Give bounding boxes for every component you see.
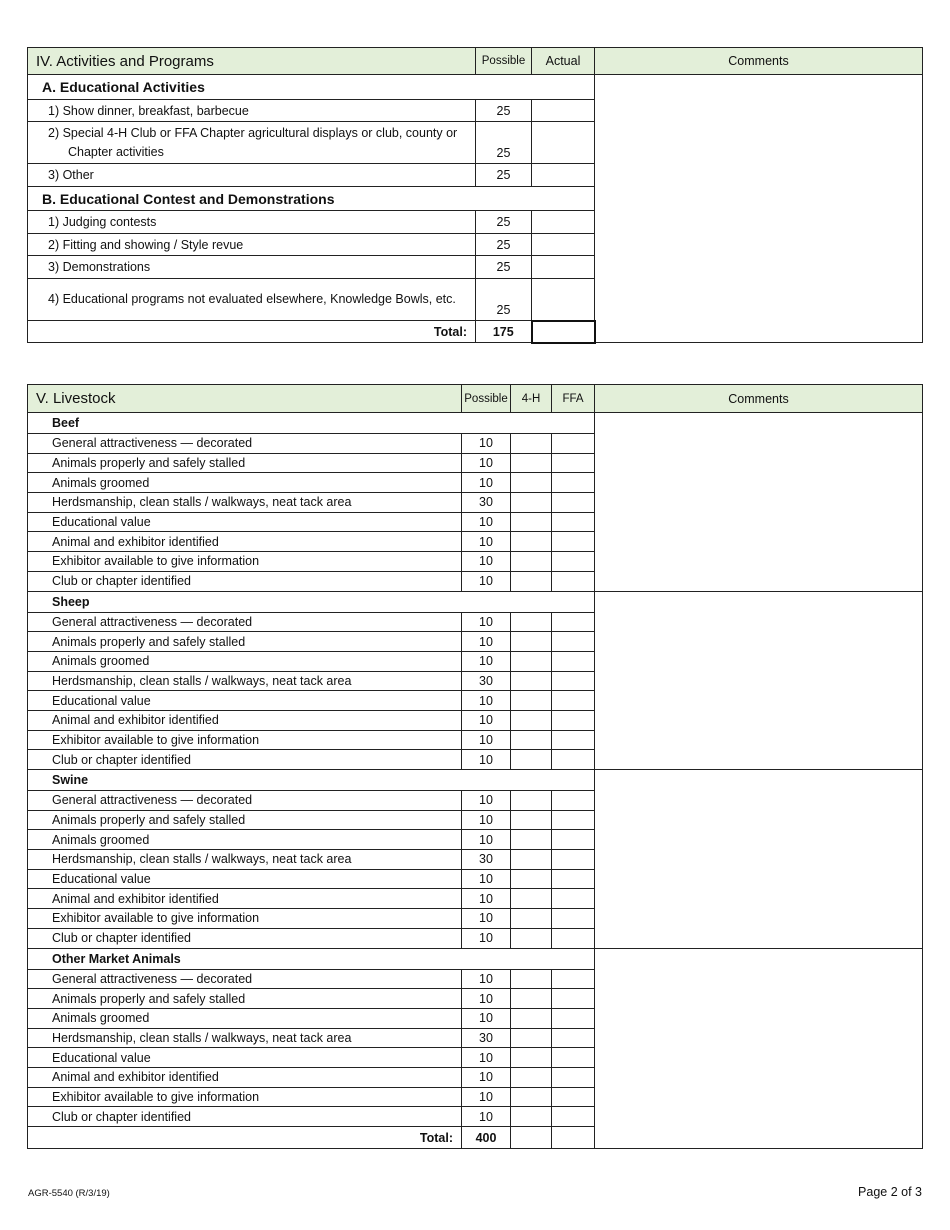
item-possible: 10 (462, 532, 511, 552)
comments-field[interactable] (595, 591, 923, 770)
item-possible: 10 (462, 691, 511, 711)
item-label: Herdsmanship, clean stalls / walkways, neat tack area (28, 850, 462, 870)
item-label: Herdsmanship, clean stalls / walkways, neat tack area (28, 671, 462, 691)
score-ffa-field[interactable] (552, 1008, 595, 1028)
item-label: Animal and exhibitor identified (28, 710, 462, 730)
score-ffa-field[interactable] (552, 810, 595, 830)
item-possible: 10 (462, 473, 511, 493)
score-ffa-field[interactable] (552, 710, 595, 730)
item-label: Club or chapter identified (28, 928, 462, 948)
score-ffa-field[interactable] (552, 969, 595, 989)
score-ffa-field[interactable] (552, 928, 595, 948)
item-label: 2) Special 4-H Club or FFA Chapter agricultural displays or club, county or Chapter activities (28, 122, 476, 164)
item-label: 1) Show dinner, breakfast, barbecue (28, 100, 476, 122)
score-4h-field[interactable] (511, 969, 552, 989)
item-possible: 10 (462, 453, 511, 473)
score-4h-field[interactable] (511, 512, 552, 532)
item-label: Club or chapter identified (28, 571, 462, 591)
score-ffa-field[interactable] (552, 512, 595, 532)
total-label: Total: (28, 321, 476, 343)
group-heading: Beef (28, 413, 595, 434)
score-4h-field[interactable] (511, 810, 552, 830)
item-possible: 25 (476, 279, 532, 321)
item-label: Educational value (28, 512, 462, 532)
item-possible: 10 (462, 1087, 511, 1107)
item-possible: 10 (462, 1067, 511, 1087)
item-label: General attractiveness — decorated (28, 791, 462, 811)
score-ffa-field[interactable] (552, 830, 595, 850)
score-ffa-field[interactable] (552, 989, 595, 1009)
item-possible: 25 (476, 122, 532, 164)
score-4h-field[interactable] (511, 1087, 552, 1107)
item-label: Animals properly and safely stalled (28, 989, 462, 1009)
actual-field[interactable] (532, 211, 595, 234)
score-4h-field[interactable] (511, 493, 552, 513)
item-possible: 10 (462, 1048, 511, 1068)
score-ffa-field[interactable] (552, 671, 595, 691)
actual-field[interactable] (532, 164, 595, 187)
item-possible: 30 (462, 850, 511, 870)
score-ffa-field[interactable] (552, 869, 595, 889)
score-4h-field[interactable] (511, 571, 552, 591)
subsection-heading: B. Educational Contest and Demonstrations (28, 187, 595, 211)
item-possible: 10 (462, 989, 511, 1009)
item-possible: 10 (462, 612, 511, 632)
item-label: Animals properly and safely stalled (28, 632, 462, 652)
item-possible: 10 (462, 810, 511, 830)
item-possible: 25 (476, 256, 532, 279)
score-ffa-field[interactable] (552, 791, 595, 811)
score-4h-field[interactable] (511, 710, 552, 730)
col-header-4h: 4-H (511, 385, 552, 413)
score-4h-field[interactable] (511, 532, 552, 552)
score-4h-field[interactable] (511, 791, 552, 811)
comments-field[interactable] (595, 75, 923, 343)
score-ffa-field[interactable] (552, 493, 595, 513)
actual-field[interactable] (532, 122, 595, 164)
item-possible: 10 (462, 1107, 511, 1127)
item-label: Animals groomed (28, 830, 462, 850)
item-possible: 10 (462, 571, 511, 591)
item-possible: 10 (462, 909, 511, 929)
comments-field[interactable] (595, 413, 923, 592)
item-possible: 10 (462, 750, 511, 770)
score-ffa-field[interactable] (552, 1087, 595, 1107)
score-4h-field[interactable] (511, 869, 552, 889)
item-possible: 10 (462, 434, 511, 454)
col-header-comments: Comments (595, 48, 923, 75)
section-title: IV. Activities and Programs (28, 48, 476, 75)
item-label: Exhibitor available to give information (28, 909, 462, 929)
item-label: 1) Judging contests (28, 211, 476, 234)
item-label: 2) Fitting and showing / Style revue (28, 234, 476, 256)
score-4h-field[interactable] (511, 889, 552, 909)
total-possible: 400 (462, 1127, 511, 1149)
item-label: Educational value (28, 1048, 462, 1068)
col-header-possible: Possible (476, 48, 532, 75)
score-4h-field[interactable] (511, 612, 552, 632)
section-title: V. Livestock (28, 385, 462, 413)
item-possible: 10 (462, 552, 511, 572)
score-4h-field[interactable] (511, 730, 552, 750)
item-possible: 25 (476, 164, 532, 187)
item-label: Exhibitor available to give information (28, 730, 462, 750)
comments-field[interactable] (595, 948, 923, 1149)
total-actual-field[interactable] (532, 321, 595, 343)
total-label: Total: (28, 1127, 462, 1149)
score-4h-field[interactable] (511, 671, 552, 691)
score-4h-field[interactable] (511, 1067, 552, 1087)
item-label: General attractiveness — decorated (28, 434, 462, 454)
item-label: Animals groomed (28, 651, 462, 671)
item-possible: 10 (462, 710, 511, 730)
item-possible: 10 (462, 632, 511, 652)
page-number: Page 2 of 3 (858, 1185, 922, 1199)
score-4h-field[interactable] (511, 632, 552, 652)
item-label: 4) Educational programs not evaluated elsewhere, Knowledge Bowls, etc. (28, 279, 476, 321)
item-label: Animal and exhibitor identified (28, 889, 462, 909)
total-4h-field[interactable] (511, 1127, 552, 1149)
actual-field[interactable] (532, 234, 595, 256)
score-ffa-field[interactable] (552, 730, 595, 750)
item-label: Educational value (28, 869, 462, 889)
score-4h-field[interactable] (511, 552, 552, 572)
item-label: Animals groomed (28, 1008, 462, 1028)
score-4h-field[interactable] (511, 691, 552, 711)
group-heading: Swine (28, 770, 595, 791)
item-possible: 30 (462, 1028, 511, 1048)
item-possible: 30 (462, 493, 511, 513)
score-ffa-field[interactable] (552, 453, 595, 473)
score-ffa-field[interactable] (552, 1107, 595, 1127)
actual-field[interactable] (532, 100, 595, 122)
item-possible: 10 (462, 791, 511, 811)
item-possible: 30 (462, 671, 511, 691)
score-ffa-field[interactable] (552, 889, 595, 909)
score-ffa-field[interactable] (552, 1028, 595, 1048)
item-possible: 10 (462, 1008, 511, 1028)
score-4h-field[interactable] (511, 928, 552, 948)
score-ffa-field[interactable] (552, 651, 595, 671)
total-ffa-field[interactable] (552, 1127, 595, 1149)
item-possible: 10 (462, 889, 511, 909)
form-id: AGR-5540 (R/3/19) (28, 1188, 110, 1199)
item-label: 3) Demonstrations (28, 256, 476, 279)
livestock-table (27, 384, 923, 1149)
item-possible: 10 (462, 969, 511, 989)
score-4h-field[interactable] (511, 473, 552, 493)
score-ffa-field[interactable] (552, 632, 595, 652)
score-4h-field[interactable] (511, 989, 552, 1009)
group-heading: Sheep (28, 591, 595, 612)
item-label: Exhibitor available to give information (28, 552, 462, 572)
item-label: General attractiveness — decorated (28, 612, 462, 632)
score-4h-field[interactable] (511, 909, 552, 929)
col-header-ffa: FFA (552, 385, 595, 413)
item-label: Exhibitor available to give information (28, 1087, 462, 1107)
score-4h-field[interactable] (511, 830, 552, 850)
item-possible: 10 (462, 651, 511, 671)
item-label: Animal and exhibitor identified (28, 532, 462, 552)
subsection-heading: A. Educational Activities (28, 75, 595, 100)
item-label: Educational value (28, 691, 462, 711)
actual-field[interactable] (532, 279, 595, 321)
item-possible: 25 (476, 234, 532, 256)
score-ffa-field[interactable] (552, 909, 595, 929)
item-label: General attractiveness — decorated (28, 969, 462, 989)
item-label: 3) Other (28, 164, 476, 187)
score-ffa-field[interactable] (552, 473, 595, 493)
item-possible: 10 (462, 512, 511, 532)
item-label: Club or chapter identified (28, 1107, 462, 1127)
item-label: Club or chapter identified (28, 750, 462, 770)
score-ffa-field[interactable] (552, 434, 595, 454)
score-4h-field[interactable] (511, 850, 552, 870)
col-header-comments: Comments (595, 385, 923, 413)
score-4h-field[interactable] (511, 1008, 552, 1028)
score-ffa-field[interactable] (552, 850, 595, 870)
item-label: Herdsmanship, clean stalls / walkways, neat tack area (28, 1028, 462, 1048)
item-label: Animal and exhibitor identified (28, 1067, 462, 1087)
score-ffa-field[interactable] (552, 532, 595, 552)
comments-field[interactable] (595, 770, 923, 949)
total-possible: 175 (476, 321, 532, 343)
item-label: Herdsmanship, clean stalls / walkways, neat tack area (28, 493, 462, 513)
col-header-actual: Actual (532, 48, 595, 75)
item-label: Animals properly and safely stalled (28, 453, 462, 473)
score-ffa-field[interactable] (552, 691, 595, 711)
item-possible: 25 (476, 100, 532, 122)
item-label: Animals properly and safely stalled (28, 810, 462, 830)
item-possible: 10 (462, 830, 511, 850)
score-4h-field[interactable] (511, 453, 552, 473)
score-ffa-field[interactable] (552, 612, 595, 632)
item-label: Animals groomed (28, 473, 462, 493)
score-ffa-field[interactable] (552, 1067, 595, 1087)
actual-field[interactable] (532, 256, 595, 279)
item-possible: 10 (462, 928, 511, 948)
score-4h-field[interactable] (511, 651, 552, 671)
item-possible: 10 (462, 730, 511, 750)
score-4h-field[interactable] (511, 1107, 552, 1127)
score-ffa-field[interactable] (552, 571, 595, 591)
score-4h-field[interactable] (511, 1028, 552, 1048)
item-possible: 10 (462, 869, 511, 889)
item-possible: 25 (476, 211, 532, 234)
score-ffa-field[interactable] (552, 750, 595, 770)
group-heading: Other Market Animals (28, 948, 595, 969)
col-header-possible: Possible (462, 385, 511, 413)
score-4h-field[interactable] (511, 434, 552, 454)
score-4h-field[interactable] (511, 1048, 552, 1068)
activities-programs-table (27, 47, 923, 344)
score-4h-field[interactable] (511, 750, 552, 770)
score-ffa-field[interactable] (552, 552, 595, 572)
score-ffa-field[interactable] (552, 1048, 595, 1068)
